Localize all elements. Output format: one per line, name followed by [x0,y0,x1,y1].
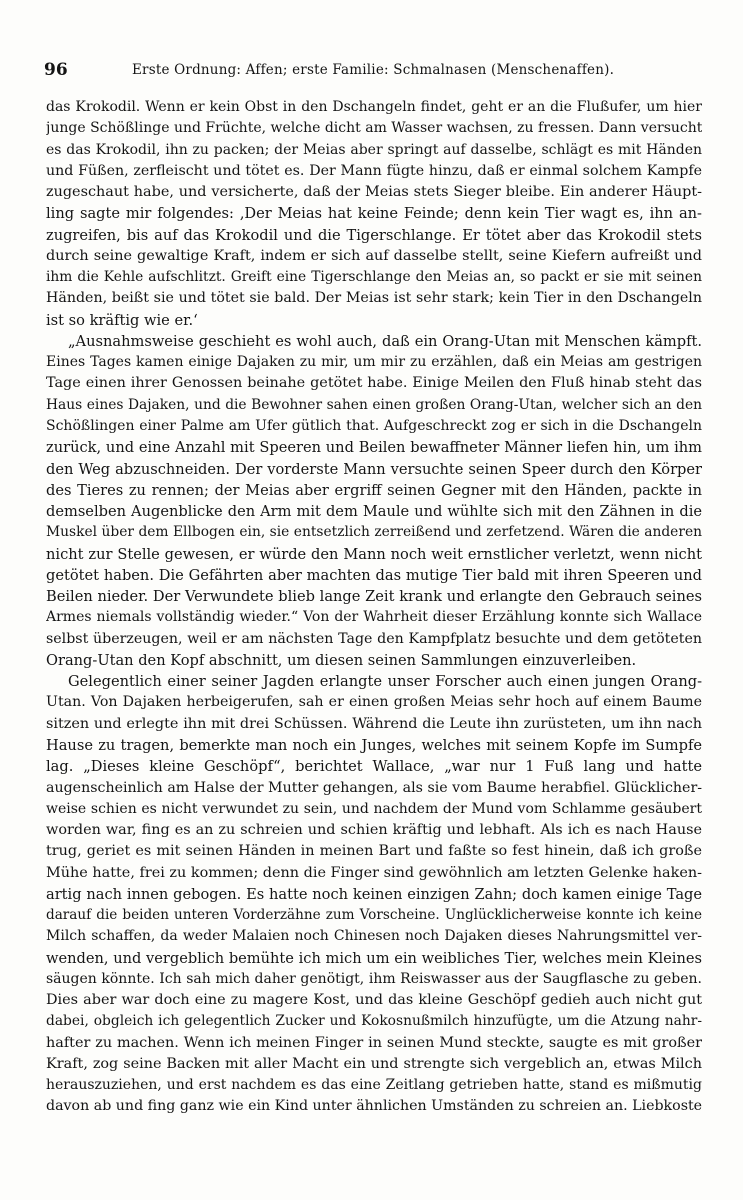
text-line: Beilen nieder. Der Verwundete blieb lange Zeit krank und erlangte den Gebrauch seines [46,588,702,606]
text-line: Muskel über dem Ellbogen ein, sie entsetzlich zerreißend und zerfetzend. Wären die anderen [46,524,702,541]
text-line: lag. „Dieses kleine Geschöpf“, berichtet Wallace, „war nur 1 Fuß lang und hatte [46,758,702,776]
text-line: des Tieres zu rennen; der Meias aber ergriff seinen Gegner mit den Händen, packte in [46,481,702,499]
text-line: zugeschaut habe, und versicherte, daß der Meias stets Sieger bleibe. Ein anderer Häupt- [46,184,702,201]
text-line: davon ab und fing ganz wie ein Kind unter ähnlichen Umständen zu schreien an. Liebkoste [46,1098,702,1115]
page-header [44,60,704,86]
text-line: junge Schößlinge und Früchte, welche dicht am Wasser wachsen, zu fressen. Dann versucht [46,120,702,137]
text-line: das Krokodil. Wenn er kein Obst in den Dschangeln findet, geht er an die Flußufer, um hier [46,99,702,115]
text-line: Schößlingen einer Palme am Ufer gütlich that. Aufgeschreckt zog er sich in die Dschangeln [46,417,702,434]
running-head: Erste Ordnung: Affen; erste Familie: Schmalnasen (Menschenaffen). [132,62,615,78]
text-line: trug, geriet es mit seinen Händen in meinen Bart und faßte so fest hinein, daß ich große [46,843,702,860]
text-line: herauszuziehen, und erst nachdem es das eine Zeitlang getrieben hatte, stand es mißmutig [46,1077,702,1094]
text-line: Utan. Von Dajaken herbeigerufen, sah er einen großen Meias sehr hoch auf einem Baume [46,694,702,711]
text-line: nicht zur Stelle gewesen, er würde den Mann noch weit ernstlicher verletzt, wenn nicht [46,545,702,563]
text-line: zugreifen, bis auf das Krokodil und die Tigerschlange. Er tötet aber das Krokodil stets [46,226,702,244]
text-line: den Weg abzuschneiden. Der vorderste Mann versuchte seinen Speer durch den Körper [46,460,702,478]
text-line: sitzen und erlegte ihn mit drei Schüssen. Während die Leute ihn zurüsteten, um ihn nach [46,715,702,732]
text-line: ling sagte mir folgendes: ‚Der Meias hat keine Feinde; denn kein Tier wagt es, ihn an- [46,205,702,223]
paragraph-start-line: „Ausnahmsweise geschieht es wohl auch, daß ein Orang-Utan mit Menschen kämpft. [68,332,702,350]
text-line: Händen, beißt sie und tötet sie bald. Der Meias ist sehr stark; kein Tier in den Dschangeln [46,290,702,307]
text-line: es das Krokodil, ihn zu packen; der Meias aber springt auf dasselbe, schlägt es mit Händen [46,141,702,158]
text-line: Tage einen ihrer Genossen beinahe getötet habe. Einige Meilen den Fluß hinab steht das [46,375,702,392]
text-line: zurück, und eine Anzahl mit Speeren und Beilen bewaffneter Männer liefen hin, um ihm [46,439,702,457]
text-line: worden war, fing es an zu schreien und schien kräftig und lebhaft. Als ich es nach Hause [46,822,702,839]
text-line: ihm die Kehle aufschlitzt. Greift eine Tigerschlange den Meias an, so packt er sie mit seinen [46,269,702,286]
text-line: Dies aber war doch eine zu magere Kost, und das kleine Geschöpf gedieh auch nicht gut [46,992,702,1009]
text-line: hafter zu machen. Wenn ich meinen Finger in seinen Mund steckte, saugte es mit großer [46,1034,702,1051]
page-number: 96 [44,60,68,80]
body-text [46,97,702,1118]
text-line: dabei, obgleich ich gelegentlich Zucker und Kokosnußmilch hinzufügte, um die Atzung nahr- [46,1013,702,1030]
text-line: getötet haben. Die Gefährten aber machten das mutige Tier bald mit ihren Speeren und [46,566,702,584]
text-line: demselben Augenblicke den Arm mit dem Maule und wühlte sich mit den Zähnen in die [46,503,702,521]
text-line: und Füßen, zerfleischt und tötet es. Der Mann fügte hinzu, daß er einmal solchem Kampfe [46,162,702,179]
text-line: Orang-Utan den Kopf abschnitt, um diesen seinen Sammlungen einzuverleiben. [46,651,637,669]
text-line: Haus eines Dajaken, und die Bewohner sahen einen großen Orang-Utan, welcher sich an den [46,396,702,413]
text-line: Milch schaffen, da weder Malaien noch Chinesen noch Dajaken dieses Nahrungsmittel ver- [46,928,702,945]
text-line: Armes niemals vollständig wieder.“ Von der Wahrheit dieser Erzählung konnte sich Wallace [46,609,702,626]
text-line: artig nach innen gebogen. Es hatte noch keinen einzigen Zahn; doch kamen einige Tage [46,885,702,903]
text-line: durch seine gewaltige Kraft, indem er sich auf dasselbe stellt, seine Kiefern aufreißt und [46,247,702,264]
paragraph-start-line: Gelegentlich einer seiner Jagden erlangte unser Forscher auch einen jungen Orang- [68,673,702,691]
text-line: augenscheinlich am Halse der Mutter gehangen, als sie vom Baume herabfiel. Glücklicher- [46,779,702,796]
text-line: darauf die beiden unteren Vorderzähne zum Vorscheine. Unglücklicherweise konnte ich keine [46,907,702,924]
text-line: ist so kräftig wie er.‘ [46,311,198,329]
text-line: Eines Tages kamen einige Dajaken zu mir, um mir zu erzählen, daß ein Meias am gestrigen [46,354,702,371]
text-line: weise schien es nicht verwundet zu sein, und nachdem der Mund vom Schlamme gesäubert [46,800,702,817]
text-line: wenden, und vergeblich bemühte ich mich um ein weibliches Tier, welches mein Kleines [46,949,702,967]
text-line: Mühe hatte, frei zu kommen; denn die Finger sind gewöhnlich am letzten Gelenke haken- [46,864,702,881]
text-line: Hause zu tragen, bemerkte man noch ein Junges, welches mit seinem Kopfe im Sumpfe [46,736,702,754]
text-line: Kraft, zog seine Backen mit aller Macht ein und strengte sich vergeblich an, etwas Milch [46,1055,702,1072]
text-line: selbst überzeugen, weil er am nächsten Tage den Kampfplatz besuchte und dem getöteten [46,630,702,647]
text-line: säugen könnte. Ich sah mich daher genötigt, ihm Reiswasser aus der Saugflasche zu geben. [46,970,702,987]
